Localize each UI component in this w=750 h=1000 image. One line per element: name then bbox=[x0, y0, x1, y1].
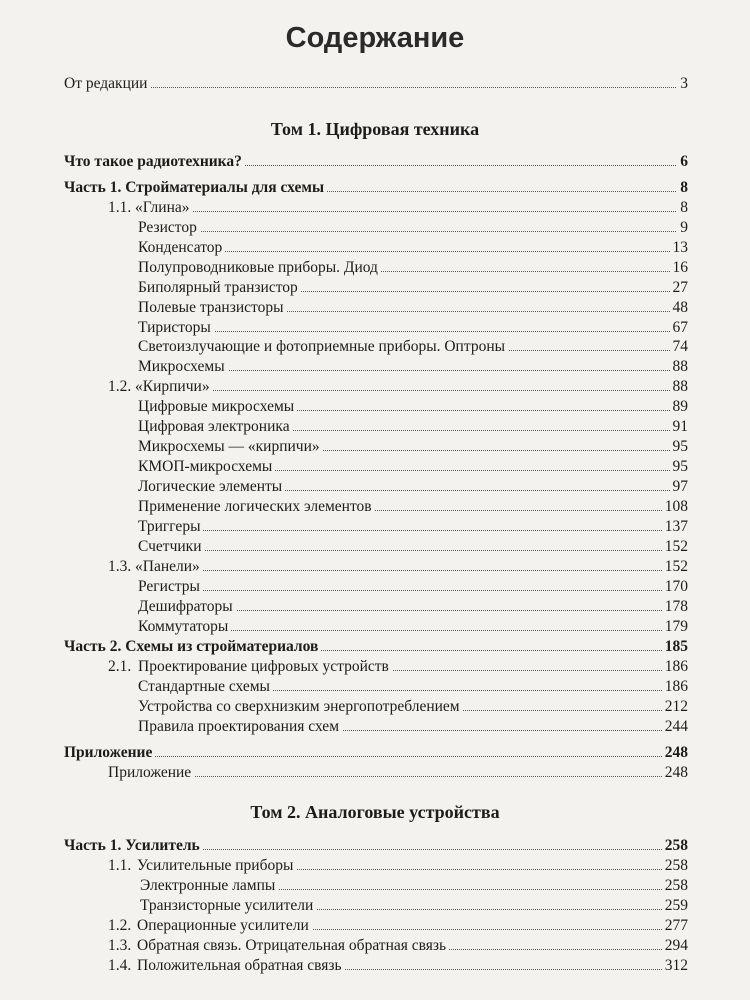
dot-leader bbox=[135, 570, 688, 571]
toc-entry[interactable] bbox=[0, 397, 750, 417]
entry-title: Применение логических элементов bbox=[138, 497, 375, 517]
page-number: 258 bbox=[662, 836, 688, 856]
section-number: 1.3. bbox=[108, 558, 132, 575]
dot-leader bbox=[138, 231, 688, 232]
entry-title: Полевые транзисторы bbox=[138, 298, 287, 318]
toc-entry[interactable] bbox=[0, 597, 750, 617]
page-number: 97 bbox=[670, 477, 689, 497]
entry-title: КМОП-микросхемы bbox=[138, 457, 275, 477]
entry-title: Светоизлучающие и фотоприемные приборы. Оптроны bbox=[138, 337, 508, 357]
page-number: 16 bbox=[670, 258, 689, 278]
toc-entry[interactable] bbox=[0, 74, 750, 94]
entry-title: «Глина» bbox=[135, 198, 193, 218]
entry-title: Что такое радиотехника? bbox=[64, 152, 245, 172]
toc-entry[interactable] bbox=[0, 856, 750, 876]
page-number: 152 bbox=[662, 557, 688, 577]
entry-title: От редакции bbox=[64, 74, 150, 94]
page-number: 89 bbox=[670, 397, 689, 417]
dot-leader bbox=[138, 550, 688, 551]
page-number: 312 bbox=[662, 956, 688, 976]
toc-entry[interactable] bbox=[0, 836, 750, 856]
page-number: 74 bbox=[670, 337, 689, 357]
toc-entry[interactable] bbox=[0, 876, 750, 896]
toc-entry[interactable] bbox=[0, 717, 750, 737]
dot-leader bbox=[138, 590, 688, 591]
toc-entry[interactable] bbox=[0, 697, 750, 717]
entry-title: «Кирпичи» bbox=[135, 377, 213, 397]
page-number: 244 bbox=[662, 717, 688, 737]
page-number: 179 bbox=[662, 617, 688, 637]
page-number: 8 bbox=[677, 198, 688, 218]
toc-entry[interactable] bbox=[0, 743, 750, 763]
page-number: 178 bbox=[662, 597, 688, 617]
toc-entry[interactable] bbox=[0, 477, 750, 497]
toc-entry[interactable] bbox=[0, 557, 750, 577]
dot-leader bbox=[135, 211, 688, 212]
page-number: 137 bbox=[662, 517, 688, 537]
entry-title: Приложение bbox=[108, 763, 194, 783]
page-number: 186 bbox=[662, 677, 688, 697]
page-number: 48 bbox=[670, 298, 689, 318]
page-number: 259 bbox=[662, 896, 688, 916]
toc-entry[interactable] bbox=[0, 377, 750, 397]
toc-entry[interactable] bbox=[0, 763, 750, 783]
page-number: 95 bbox=[670, 457, 689, 477]
toc-entry[interactable] bbox=[0, 437, 750, 457]
toc-entry[interactable] bbox=[0, 637, 750, 657]
page-number: 152 bbox=[662, 537, 688, 557]
dot-leader bbox=[64, 756, 688, 757]
dot-leader bbox=[64, 87, 688, 88]
toc-entry[interactable] bbox=[0, 517, 750, 537]
volume-heading: Том 2. Аналоговые устройства bbox=[250, 802, 500, 822]
toc-entry[interactable] bbox=[0, 956, 750, 976]
toc-entry[interactable] bbox=[0, 258, 750, 278]
toc-entry[interactable] bbox=[0, 238, 750, 258]
entry-title: Коммутаторы bbox=[138, 617, 231, 637]
section-number: 2.1. bbox=[108, 658, 132, 675]
section-number: 1.3. bbox=[108, 937, 132, 954]
page-number: 88 bbox=[670, 377, 689, 397]
entry-title: «Панели» bbox=[135, 557, 203, 577]
dot-leader bbox=[138, 530, 688, 531]
page-number: 13 bbox=[670, 238, 689, 258]
page-number: 186 bbox=[662, 657, 688, 677]
entry-title: Счетчики bbox=[138, 537, 205, 557]
toc-entry[interactable] bbox=[0, 417, 750, 437]
page-number: 9 bbox=[677, 218, 688, 238]
dot-leader bbox=[138, 331, 688, 332]
page-number: 258 bbox=[662, 856, 688, 876]
entry-title: Электронные лампы bbox=[140, 876, 278, 896]
toc-entry[interactable] bbox=[0, 916, 750, 936]
page-number: 294 bbox=[662, 936, 688, 956]
page-number: 258 bbox=[662, 876, 688, 896]
entry-title: Устройства со сверхнизким энергопотреблением bbox=[138, 697, 463, 717]
section-number: 1.1. bbox=[108, 857, 132, 874]
page-number: 88 bbox=[670, 357, 689, 377]
page-number: 212 bbox=[662, 697, 688, 717]
toc-entry[interactable] bbox=[0, 318, 750, 338]
entry-title: Тиристоры bbox=[138, 318, 214, 338]
entry-title: Положительная обратная связь bbox=[137, 956, 345, 976]
page-number: 95 bbox=[670, 437, 689, 457]
page-number: 27 bbox=[670, 278, 689, 298]
entry-title: Стандартные схемы bbox=[138, 677, 273, 697]
page-number: 248 bbox=[662, 763, 688, 783]
page-number: 277 bbox=[662, 916, 688, 936]
entry-title: Цифровая электроника bbox=[138, 417, 293, 437]
page-number: 91 bbox=[670, 417, 689, 437]
toc-entry[interactable] bbox=[0, 657, 750, 677]
toc-entry[interactable] bbox=[0, 337, 750, 357]
entry-title: Триггеры bbox=[138, 517, 203, 537]
toc-entry[interactable] bbox=[0, 617, 750, 637]
entry-title: Полупроводниковые приборы. Диод bbox=[138, 258, 381, 278]
toc-entry[interactable] bbox=[0, 218, 750, 238]
toc-entry[interactable] bbox=[0, 198, 750, 218]
toc-entry[interactable] bbox=[0, 537, 750, 557]
toc-entry[interactable] bbox=[0, 497, 750, 517]
toc-entry[interactable] bbox=[0, 152, 750, 172]
entry-title: Часть 1. Стройматериалы для схемы bbox=[64, 178, 327, 198]
toc-entry[interactable] bbox=[0, 457, 750, 477]
toc-entry[interactable] bbox=[0, 896, 750, 916]
dot-leader bbox=[108, 776, 688, 777]
entry-title: Логические элементы bbox=[138, 477, 285, 497]
page-number: 6 bbox=[677, 152, 688, 172]
section-number: 1.2. bbox=[108, 378, 132, 395]
entry-title: Регистры bbox=[138, 577, 203, 597]
dot-leader bbox=[135, 390, 688, 391]
page-number: 185 bbox=[662, 637, 688, 657]
entry-title: Усилительные приборы bbox=[137, 856, 296, 876]
entry-title: Микросхемы bbox=[138, 357, 228, 377]
toc-entry[interactable] bbox=[0, 577, 750, 597]
toc-entry[interactable] bbox=[0, 278, 750, 298]
toc-entry[interactable] bbox=[0, 677, 750, 697]
page-title: Содержание bbox=[285, 22, 465, 54]
page-number: 8 bbox=[677, 178, 688, 198]
page-number: 170 bbox=[662, 577, 688, 597]
section-number: 1.4. bbox=[108, 957, 132, 974]
entry-title: Конденсатор bbox=[138, 238, 225, 258]
entry-title: Микросхемы — «кирпичи» bbox=[138, 437, 323, 457]
page-number: 108 bbox=[662, 497, 688, 517]
toc-entry[interactable] bbox=[0, 298, 750, 318]
toc-entry[interactable] bbox=[0, 936, 750, 956]
toc-entry[interactable] bbox=[0, 178, 750, 198]
section-number: 1.1. bbox=[108, 199, 132, 216]
entry-title: Часть 1. Усилитель bbox=[64, 836, 203, 856]
entry-title: Биполярный транзистор bbox=[138, 278, 301, 298]
entry-title: Дешифраторы bbox=[138, 597, 236, 617]
entry-title: Операционные усилители bbox=[137, 916, 312, 936]
entry-title: Цифровые микросхемы bbox=[138, 397, 297, 417]
entry-title: Часть 2. Схемы из стройматериалов bbox=[64, 637, 321, 657]
page-number: 248 bbox=[662, 743, 688, 763]
entry-title: Приложение bbox=[64, 743, 155, 763]
entry-title: Обратная связь. Отрицательная обратная связь bbox=[137, 936, 449, 956]
volume-heading: Том 1. Цифровая техника bbox=[270, 119, 480, 139]
page-number: 67 bbox=[670, 318, 689, 338]
entry-title: Правила проектирования схем bbox=[138, 717, 342, 737]
entry-title: Проектирование цифровых устройств bbox=[138, 657, 392, 677]
page-number: 3 bbox=[677, 74, 688, 94]
entry-title: Транзисторные усилители bbox=[140, 896, 316, 916]
entry-title: Резистор bbox=[138, 218, 200, 238]
section-number: 1.2. bbox=[108, 917, 132, 934]
toc-entry[interactable] bbox=[0, 357, 750, 377]
